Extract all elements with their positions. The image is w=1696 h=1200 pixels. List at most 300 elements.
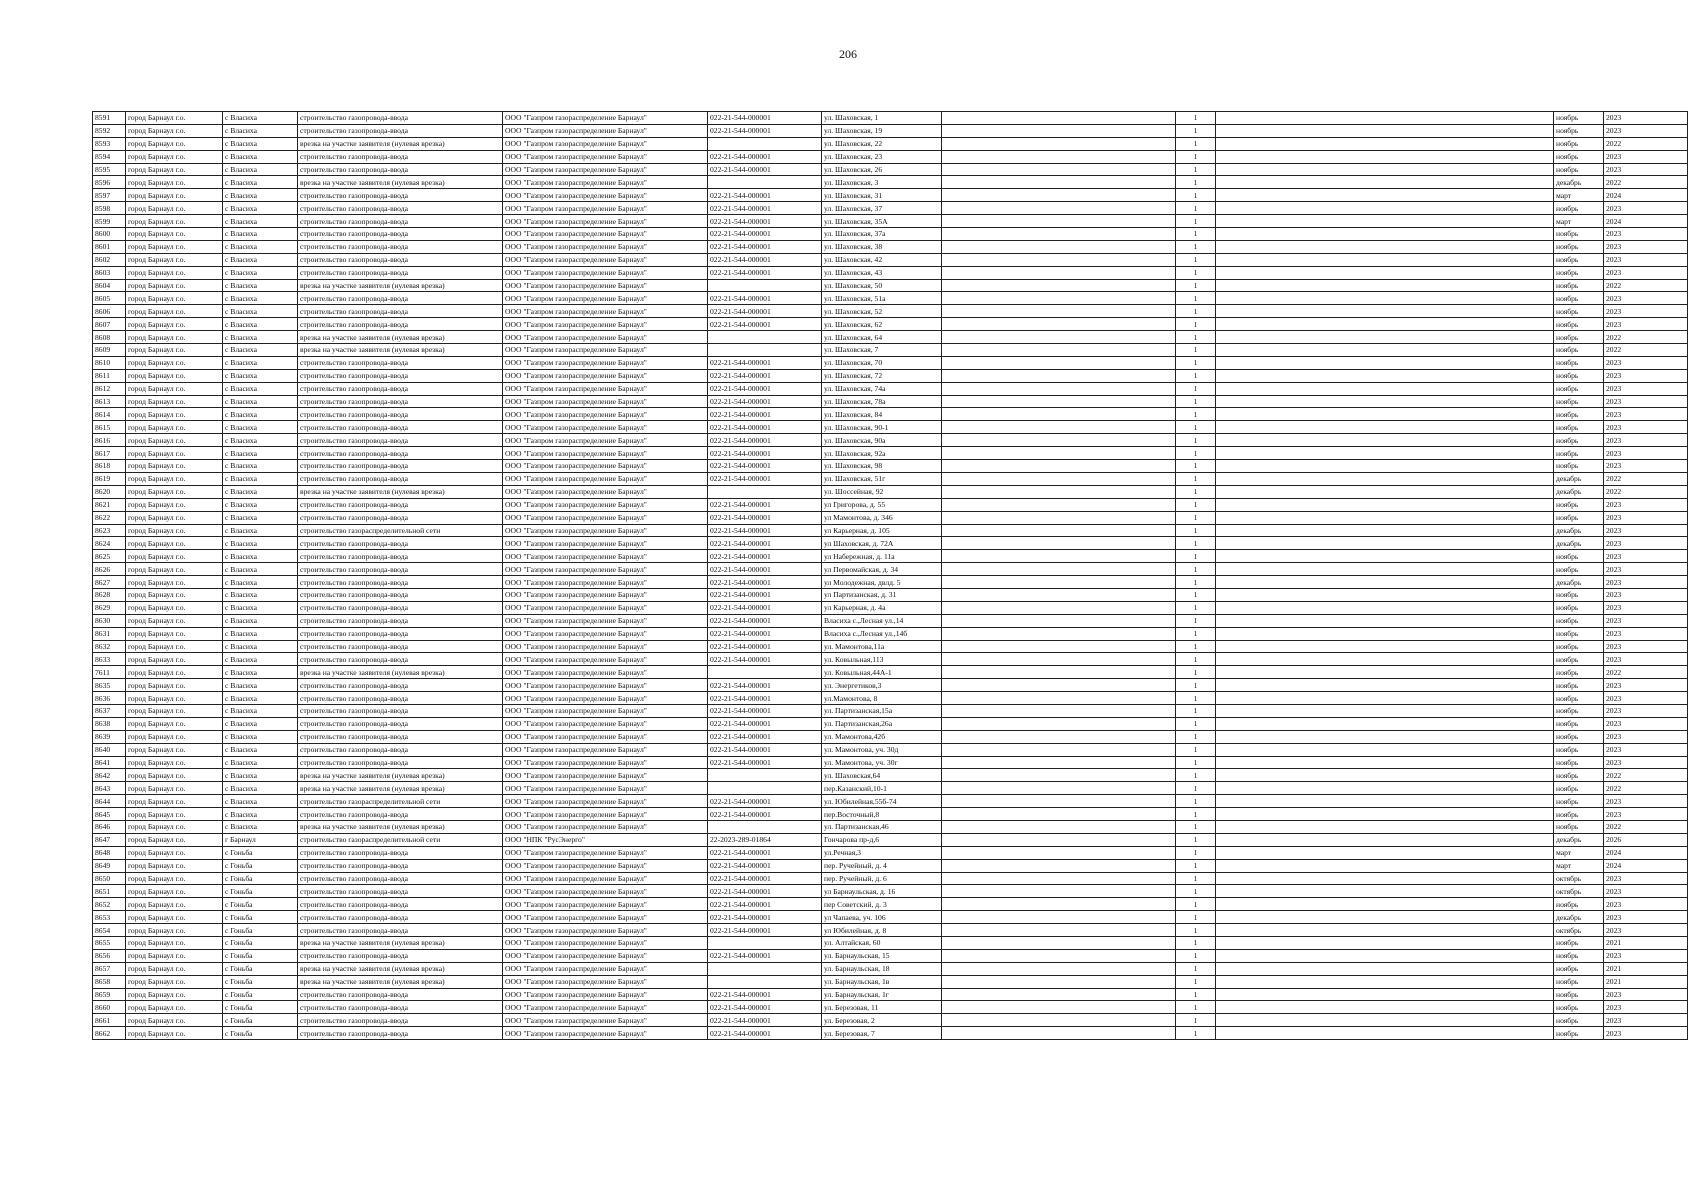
cell-blank-col-a bbox=[942, 614, 1176, 627]
cell-row-number: 8593 bbox=[93, 137, 126, 150]
cell-quantity: 1 bbox=[1176, 228, 1216, 241]
cell-blank-col-b bbox=[1216, 1027, 1554, 1040]
cell-organization: ООО "Газпром газораспределение Барнаул" bbox=[503, 911, 708, 924]
cell-month: ноябрь bbox=[1554, 795, 1604, 808]
table-row bbox=[93, 447, 1688, 460]
cell-month: ноябрь bbox=[1554, 292, 1604, 305]
cell-license-number: 022-21-544-000001 bbox=[708, 601, 822, 614]
cell-license-number: 022-21-544-000001 bbox=[708, 717, 822, 730]
cell-settlement: с Гоньба bbox=[223, 962, 298, 975]
cell-settlement: с Гоньба bbox=[223, 885, 298, 898]
cell-work-type: строительство газопровода-ввода bbox=[298, 1027, 503, 1040]
cell-address: ул. Барнаульская, 15 bbox=[822, 949, 942, 962]
table-row bbox=[93, 279, 1688, 292]
cell-row-number: 8645 bbox=[93, 808, 126, 821]
cell-blank-col-b bbox=[1216, 318, 1554, 331]
cell-license-number: 022-21-544-000001 bbox=[708, 266, 822, 279]
cell-month: ноябрь bbox=[1554, 382, 1604, 395]
table-row bbox=[93, 666, 1688, 679]
cell-organization: ООО "Газпром газораспределение Барнаул" bbox=[503, 588, 708, 601]
cell-row-number: 8641 bbox=[93, 756, 126, 769]
cell-quantity: 1 bbox=[1176, 369, 1216, 382]
cell-month: ноябрь bbox=[1554, 408, 1604, 421]
cell-year: 2023 bbox=[1604, 576, 1688, 589]
cell-work-type: строительство газопровода-ввода bbox=[298, 730, 503, 743]
cell-blank-col-b bbox=[1216, 215, 1554, 228]
cell-settlement: с Власиха bbox=[223, 305, 298, 318]
cell-row-number: 8594 bbox=[93, 150, 126, 163]
table-row bbox=[93, 962, 1688, 975]
cell-quantity: 1 bbox=[1176, 988, 1216, 1001]
table-row bbox=[93, 1001, 1688, 1014]
cell-address: пер Советский, д. 3 bbox=[822, 898, 942, 911]
cell-work-type: строительство газопровода-ввода bbox=[298, 240, 503, 253]
cell-work-type: строительство газопровода-ввода bbox=[298, 228, 503, 241]
cell-organization: ООО "Газпром газораспределение Барнаул" bbox=[503, 305, 708, 318]
cell-month: ноябрь bbox=[1554, 730, 1604, 743]
cell-row-number: 8611 bbox=[93, 369, 126, 382]
cell-license-number bbox=[708, 137, 822, 150]
cell-row-number: 8631 bbox=[93, 627, 126, 640]
cell-blank-col-b bbox=[1216, 820, 1554, 833]
cell-month: ноябрь bbox=[1554, 163, 1604, 176]
cell-settlement: с Власиха bbox=[223, 460, 298, 473]
cell-settlement: с Власиха bbox=[223, 163, 298, 176]
cell-blank-col-b bbox=[1216, 588, 1554, 601]
cell-license-number: 022-21-544-000001 bbox=[708, 253, 822, 266]
cell-row-number: 8592 bbox=[93, 124, 126, 137]
cell-blank-col-a bbox=[942, 176, 1176, 189]
cell-work-type: врезка на участке заявителя (нулевая врезка) bbox=[298, 666, 503, 679]
cell-organization: ООО "Газпром газораспределение Барнаул" bbox=[503, 434, 708, 447]
cell-month: октябрь bbox=[1554, 924, 1604, 937]
cell-blank-col-b bbox=[1216, 240, 1554, 253]
cell-municipality: город Барнаул г.о. bbox=[126, 666, 223, 679]
cell-address: ул. Шаховская, 37а bbox=[822, 228, 942, 241]
cell-month: октябрь bbox=[1554, 885, 1604, 898]
table-row bbox=[93, 305, 1688, 318]
cell-blank-col-a bbox=[942, 743, 1176, 756]
cell-row-number: 8653 bbox=[93, 911, 126, 924]
cell-month: ноябрь bbox=[1554, 782, 1604, 795]
cell-row-number: 8654 bbox=[93, 924, 126, 937]
cell-quantity: 1 bbox=[1176, 601, 1216, 614]
cell-year: 2023 bbox=[1604, 240, 1688, 253]
table-row bbox=[93, 795, 1688, 808]
cell-row-number: 8627 bbox=[93, 576, 126, 589]
cell-work-type: врезка на участке заявителя (нулевая врезка) bbox=[298, 975, 503, 988]
cell-year: 2023 bbox=[1604, 743, 1688, 756]
cell-blank-col-b bbox=[1216, 601, 1554, 614]
cell-license-number: 022-21-544-000001 bbox=[708, 112, 822, 125]
cell-year: 2023 bbox=[1604, 640, 1688, 653]
cell-organization: ООО "Газпром газораспределение Барнаул" bbox=[503, 511, 708, 524]
cell-blank-col-b bbox=[1216, 408, 1554, 421]
cell-settlement: с Гоньба bbox=[223, 988, 298, 1001]
cell-address: Власиха с.,Лесная ул.,14б bbox=[822, 627, 942, 640]
cell-license-number: 022-21-544-000001 bbox=[708, 215, 822, 228]
cell-year: 2023 bbox=[1604, 730, 1688, 743]
cell-organization: ООО "Газпром газораспределение Барнаул" bbox=[503, 124, 708, 137]
cell-quantity: 1 bbox=[1176, 537, 1216, 550]
cell-blank-col-b bbox=[1216, 911, 1554, 924]
cell-quantity: 1 bbox=[1176, 898, 1216, 911]
cell-settlement: с Власиха bbox=[223, 588, 298, 601]
cell-address: ул. Ковыльная,113 bbox=[822, 653, 942, 666]
cell-year: 2023 bbox=[1604, 163, 1688, 176]
cell-blank-col-a bbox=[942, 112, 1176, 125]
cell-quantity: 1 bbox=[1176, 679, 1216, 692]
cell-quantity: 1 bbox=[1176, 937, 1216, 950]
cell-municipality: город Барнаул г.о. bbox=[126, 988, 223, 1001]
table-row bbox=[93, 769, 1688, 782]
cell-quantity: 1 bbox=[1176, 846, 1216, 859]
cell-work-type: строительство газопровода-ввода bbox=[298, 563, 503, 576]
cell-quantity: 1 bbox=[1176, 859, 1216, 872]
cell-organization: ООО "Газпром газораспределение Барнаул" bbox=[503, 756, 708, 769]
cell-municipality: город Барнаул г.о. bbox=[126, 859, 223, 872]
cell-quantity: 1 bbox=[1176, 472, 1216, 485]
table-row bbox=[93, 872, 1688, 885]
table-row bbox=[93, 395, 1688, 408]
cell-municipality: город Барнаул г.о. bbox=[126, 202, 223, 215]
cell-month: ноябрь bbox=[1554, 344, 1604, 357]
cell-month: ноябрь bbox=[1554, 253, 1604, 266]
cell-address: ул Молодежная, двлд. 5 bbox=[822, 576, 942, 589]
cell-blank-col-b bbox=[1216, 253, 1554, 266]
table-row bbox=[93, 1027, 1688, 1040]
cell-organization: ООО "Газпром газораспределение Барнаул" bbox=[503, 808, 708, 821]
cell-license-number bbox=[708, 279, 822, 292]
cell-organization: ООО "Газпром газораспределение Барнаул" bbox=[503, 704, 708, 717]
cell-settlement: с Гоньба bbox=[223, 924, 298, 937]
cell-blank-col-a bbox=[942, 292, 1176, 305]
cell-row-number: 8642 bbox=[93, 769, 126, 782]
cell-work-type: строительство газопровода-ввода bbox=[298, 408, 503, 421]
cell-blank-col-b bbox=[1216, 202, 1554, 215]
cell-year: 2023 bbox=[1604, 679, 1688, 692]
cell-license-number: 022-21-544-000001 bbox=[708, 356, 822, 369]
cell-year: 2022 bbox=[1604, 769, 1688, 782]
cell-municipality: город Барнаул г.о. bbox=[126, 730, 223, 743]
cell-address: ул Григорова, д. 55 bbox=[822, 498, 942, 511]
table-row bbox=[93, 911, 1688, 924]
cell-work-type: строительство газопровода-ввода bbox=[298, 588, 503, 601]
cell-blank-col-b bbox=[1216, 743, 1554, 756]
cell-organization: ООО "Газпром газораспределение Барнаул" bbox=[503, 421, 708, 434]
cell-quantity: 1 bbox=[1176, 962, 1216, 975]
cell-municipality: город Барнаул г.о. bbox=[126, 962, 223, 975]
cell-quantity: 1 bbox=[1176, 305, 1216, 318]
table-row bbox=[93, 460, 1688, 473]
cell-blank-col-a bbox=[942, 189, 1176, 202]
cell-work-type: строительство газораспределительной сети bbox=[298, 524, 503, 537]
cell-quantity: 1 bbox=[1176, 215, 1216, 228]
cell-license-number: 022-21-544-000001 bbox=[708, 911, 822, 924]
table-row bbox=[93, 653, 1688, 666]
cell-address: ул. Шаховская, 64 bbox=[822, 331, 942, 344]
cell-month: ноябрь bbox=[1554, 318, 1604, 331]
cell-row-number: 8637 bbox=[93, 704, 126, 717]
cell-blank-col-a bbox=[942, 1001, 1176, 1014]
cell-quantity: 1 bbox=[1176, 279, 1216, 292]
cell-blank-col-a bbox=[942, 640, 1176, 653]
cell-work-type: строительство газопровода-ввода bbox=[298, 266, 503, 279]
cell-work-type: строительство газопровода-ввода bbox=[298, 460, 503, 473]
table-row bbox=[93, 137, 1688, 150]
cell-blank-col-a bbox=[942, 524, 1176, 537]
cell-settlement: с Власиха bbox=[223, 756, 298, 769]
cell-month: ноябрь bbox=[1554, 588, 1604, 601]
cell-license-number: 022-21-544-000001 bbox=[708, 692, 822, 705]
cell-quantity: 1 bbox=[1176, 808, 1216, 821]
cell-work-type: строительство газопровода-ввода bbox=[298, 911, 503, 924]
cell-work-type: строительство газопровода-ввода bbox=[298, 189, 503, 202]
cell-blank-col-b bbox=[1216, 563, 1554, 576]
cell-year: 2022 bbox=[1604, 344, 1688, 357]
cell-year: 2023 bbox=[1604, 537, 1688, 550]
cell-settlement: с Власиха bbox=[223, 576, 298, 589]
cell-license-number: 022-21-544-000001 bbox=[708, 949, 822, 962]
cell-work-type: строительство газопровода-ввода bbox=[298, 808, 503, 821]
cell-work-type: строительство газопровода-ввода bbox=[298, 614, 503, 627]
cell-work-type: врезка на участке заявителя (нулевая врезка) bbox=[298, 962, 503, 975]
cell-quantity: 1 bbox=[1176, 434, 1216, 447]
cell-address: ул. Мамонтова, уч. 30г bbox=[822, 756, 942, 769]
cell-month: ноябрь bbox=[1554, 369, 1604, 382]
cell-municipality: город Барнаул г.о. bbox=[126, 679, 223, 692]
cell-month: ноябрь bbox=[1554, 137, 1604, 150]
cell-organization: ООО "Газпром газораспределение Барнаул" bbox=[503, 859, 708, 872]
table-row bbox=[93, 692, 1688, 705]
cell-year: 2022 bbox=[1604, 820, 1688, 833]
cell-settlement: с Власиха bbox=[223, 292, 298, 305]
cell-organization: ООО "Газпром газораспределение Барнаул" bbox=[503, 962, 708, 975]
cell-blank-col-b bbox=[1216, 627, 1554, 640]
cell-row-number: 8609 bbox=[93, 344, 126, 357]
cell-blank-col-a bbox=[942, 124, 1176, 137]
cell-address: ул. Шаховская, 42 bbox=[822, 253, 942, 266]
table-row bbox=[93, 898, 1688, 911]
cell-row-number: 8633 bbox=[93, 653, 126, 666]
cell-blank-col-a bbox=[942, 833, 1176, 846]
cell-blank-col-b bbox=[1216, 808, 1554, 821]
cell-row-number: 8599 bbox=[93, 215, 126, 228]
cell-blank-col-b bbox=[1216, 292, 1554, 305]
cell-blank-col-b bbox=[1216, 421, 1554, 434]
cell-municipality: город Барнаул г.о. bbox=[126, 318, 223, 331]
cell-quantity: 1 bbox=[1176, 782, 1216, 795]
cell-organization: ООО "Газпром газораспределение Барнаул" bbox=[503, 692, 708, 705]
cell-quantity: 1 bbox=[1176, 1001, 1216, 1014]
cell-municipality: город Барнаул г.о. bbox=[126, 150, 223, 163]
cell-month: ноябрь bbox=[1554, 820, 1604, 833]
cell-municipality: город Барнаул г.о. bbox=[126, 833, 223, 846]
cell-work-type: строительство газопровода-ввода bbox=[298, 627, 503, 640]
cell-quantity: 1 bbox=[1176, 266, 1216, 279]
cell-organization: ООО "Газпром газораспределение Барнаул" bbox=[503, 279, 708, 292]
cell-blank-col-b bbox=[1216, 150, 1554, 163]
cell-month: ноябрь bbox=[1554, 305, 1604, 318]
cell-municipality: город Барнаул г.о. bbox=[126, 872, 223, 885]
cell-row-number: 8646 bbox=[93, 820, 126, 833]
cell-month: ноябрь bbox=[1554, 112, 1604, 125]
cell-month: ноябрь bbox=[1554, 279, 1604, 292]
cell-blank-col-b bbox=[1216, 395, 1554, 408]
cell-month: ноябрь bbox=[1554, 679, 1604, 692]
cell-municipality: город Барнаул г.о. bbox=[126, 911, 223, 924]
cell-address: ул.Речная,3 bbox=[822, 846, 942, 859]
cell-blank-col-b bbox=[1216, 576, 1554, 589]
cell-municipality: город Барнаул г.о. bbox=[126, 885, 223, 898]
cell-year: 2021 bbox=[1604, 962, 1688, 975]
cell-work-type: строительство газопровода-ввода bbox=[298, 150, 503, 163]
cell-settlement: с Гоньба bbox=[223, 937, 298, 950]
cell-blank-col-b bbox=[1216, 833, 1554, 846]
cell-organization: ООО "Газпром газораспределение Барнаул" bbox=[503, 137, 708, 150]
cell-month: декабрь bbox=[1554, 472, 1604, 485]
cell-license-number: 022-21-544-000001 bbox=[708, 808, 822, 821]
cell-year: 2023 bbox=[1604, 305, 1688, 318]
cell-work-type: строительство газопровода-ввода bbox=[298, 253, 503, 266]
cell-quantity: 1 bbox=[1176, 524, 1216, 537]
cell-month: ноябрь bbox=[1554, 769, 1604, 782]
cell-municipality: город Барнаул г.о. bbox=[126, 356, 223, 369]
cell-row-number: 8603 bbox=[93, 266, 126, 279]
cell-blank-col-a bbox=[942, 228, 1176, 241]
cell-work-type: строительство газопровода-ввода bbox=[298, 215, 503, 228]
cell-year: 2023 bbox=[1604, 447, 1688, 460]
cell-blank-col-a bbox=[942, 846, 1176, 859]
cell-organization: ООО "Газпром газораспределение Барнаул" bbox=[503, 872, 708, 885]
table-row bbox=[93, 472, 1688, 485]
cell-row-number: 8595 bbox=[93, 163, 126, 176]
cell-settlement: с Власиха bbox=[223, 704, 298, 717]
cell-quantity: 1 bbox=[1176, 692, 1216, 705]
cell-work-type: строительство газопровода-ввода bbox=[298, 292, 503, 305]
cell-settlement: с Власиха bbox=[223, 279, 298, 292]
cell-row-number: 8629 bbox=[93, 601, 126, 614]
cell-blank-col-b bbox=[1216, 717, 1554, 730]
cell-blank-col-a bbox=[942, 653, 1176, 666]
cell-blank-col-b bbox=[1216, 305, 1554, 318]
cell-quantity: 1 bbox=[1176, 331, 1216, 344]
cell-year: 2023 bbox=[1604, 692, 1688, 705]
cell-blank-col-a bbox=[942, 937, 1176, 950]
cell-year: 2023 bbox=[1604, 266, 1688, 279]
cell-blank-col-b bbox=[1216, 434, 1554, 447]
cell-year: 2023 bbox=[1604, 460, 1688, 473]
cell-blank-col-a bbox=[942, 704, 1176, 717]
cell-year: 2024 bbox=[1604, 215, 1688, 228]
cell-row-number: 8659 bbox=[93, 988, 126, 1001]
cell-quantity: 1 bbox=[1176, 704, 1216, 717]
cell-work-type: строительство газопровода-ввода bbox=[298, 537, 503, 550]
cell-blank-col-b bbox=[1216, 228, 1554, 241]
cell-work-type: врезка на участке заявителя (нулевая врезка) bbox=[298, 137, 503, 150]
cell-address: Власиха с.,Лесная ул.,14 bbox=[822, 614, 942, 627]
cell-license-number: 022-21-544-000001 bbox=[708, 202, 822, 215]
cell-address: ул. Шаховская, 90а bbox=[822, 434, 942, 447]
table-row bbox=[93, 266, 1688, 279]
cell-settlement: с Власиха bbox=[223, 563, 298, 576]
cell-year: 2022 bbox=[1604, 176, 1688, 189]
cell-settlement: с Гоньба bbox=[223, 1027, 298, 1040]
cell-quantity: 1 bbox=[1176, 460, 1216, 473]
cell-row-number: 8601 bbox=[93, 240, 126, 253]
cell-blank-col-b bbox=[1216, 279, 1554, 292]
cell-blank-col-a bbox=[942, 924, 1176, 937]
cell-license-number: 022-21-544-000001 bbox=[708, 472, 822, 485]
cell-address: ул. Юбилейная,55б-74 bbox=[822, 795, 942, 808]
cell-month: ноябрь bbox=[1554, 202, 1604, 215]
cell-address: ул Юбилейная, д. 8 bbox=[822, 924, 942, 937]
cell-work-type: строительство газопровода-ввода bbox=[298, 1014, 503, 1027]
cell-blank-col-a bbox=[942, 795, 1176, 808]
cell-year: 2026 bbox=[1604, 833, 1688, 846]
cell-blank-col-a bbox=[942, 769, 1176, 782]
cell-settlement: с Власиха bbox=[223, 266, 298, 279]
cell-month: март bbox=[1554, 189, 1604, 202]
cell-month: ноябрь bbox=[1554, 150, 1604, 163]
cell-settlement: с Власиха bbox=[223, 601, 298, 614]
cell-address: ул Карьерная, д. 4а bbox=[822, 601, 942, 614]
cell-municipality: город Барнаул г.о. bbox=[126, 382, 223, 395]
table-row bbox=[93, 717, 1688, 730]
cell-license-number: 022-21-544-000001 bbox=[708, 679, 822, 692]
cell-settlement: с Гоньба bbox=[223, 1014, 298, 1027]
cell-month: ноябрь bbox=[1554, 1001, 1604, 1014]
cell-organization: ООО "Газпром газораспределение Барнаул" bbox=[503, 795, 708, 808]
cell-blank-col-a bbox=[942, 988, 1176, 1001]
cell-row-number: 8607 bbox=[93, 318, 126, 331]
cell-month: ноябрь bbox=[1554, 704, 1604, 717]
cell-row-number: 8647 bbox=[93, 833, 126, 846]
cell-year: 2023 bbox=[1604, 588, 1688, 601]
cell-row-number: 8650 bbox=[93, 872, 126, 885]
cell-municipality: город Барнаул г.о. bbox=[126, 511, 223, 524]
cell-settlement: с Власиха bbox=[223, 485, 298, 498]
cell-month: ноябрь bbox=[1554, 614, 1604, 627]
cell-settlement: с Власиха bbox=[223, 472, 298, 485]
cell-license-number: 022-21-544-000001 bbox=[708, 460, 822, 473]
cell-address: ул. Мамонтова,42б bbox=[822, 730, 942, 743]
cell-blank-col-b bbox=[1216, 1001, 1554, 1014]
cell-year: 2023 bbox=[1604, 550, 1688, 563]
cell-quantity: 1 bbox=[1176, 253, 1216, 266]
cell-row-number: 8605 bbox=[93, 292, 126, 305]
cell-blank-col-b bbox=[1216, 189, 1554, 202]
cell-quantity: 1 bbox=[1176, 150, 1216, 163]
cell-municipality: город Барнаул г.о. bbox=[126, 1014, 223, 1027]
table-row bbox=[93, 124, 1688, 137]
cell-blank-col-b bbox=[1216, 872, 1554, 885]
cell-work-type: строительство газопровода-ввода bbox=[298, 898, 503, 911]
cell-quantity: 1 bbox=[1176, 202, 1216, 215]
cell-municipality: город Барнаул г.о. bbox=[126, 627, 223, 640]
cell-address: ул. Шаховская, 84 bbox=[822, 408, 942, 421]
table-row bbox=[93, 202, 1688, 215]
cell-blank-col-b bbox=[1216, 795, 1554, 808]
table-row bbox=[93, 150, 1688, 163]
cell-settlement: с Власиха bbox=[223, 795, 298, 808]
cell-row-number: 8600 bbox=[93, 228, 126, 241]
cell-row-number: 8598 bbox=[93, 202, 126, 215]
cell-work-type: строительство газораспределительной сети bbox=[298, 795, 503, 808]
cell-row-number: 8656 bbox=[93, 949, 126, 962]
cell-address: ул. Шаховская, 35А bbox=[822, 215, 942, 228]
table-row bbox=[93, 614, 1688, 627]
